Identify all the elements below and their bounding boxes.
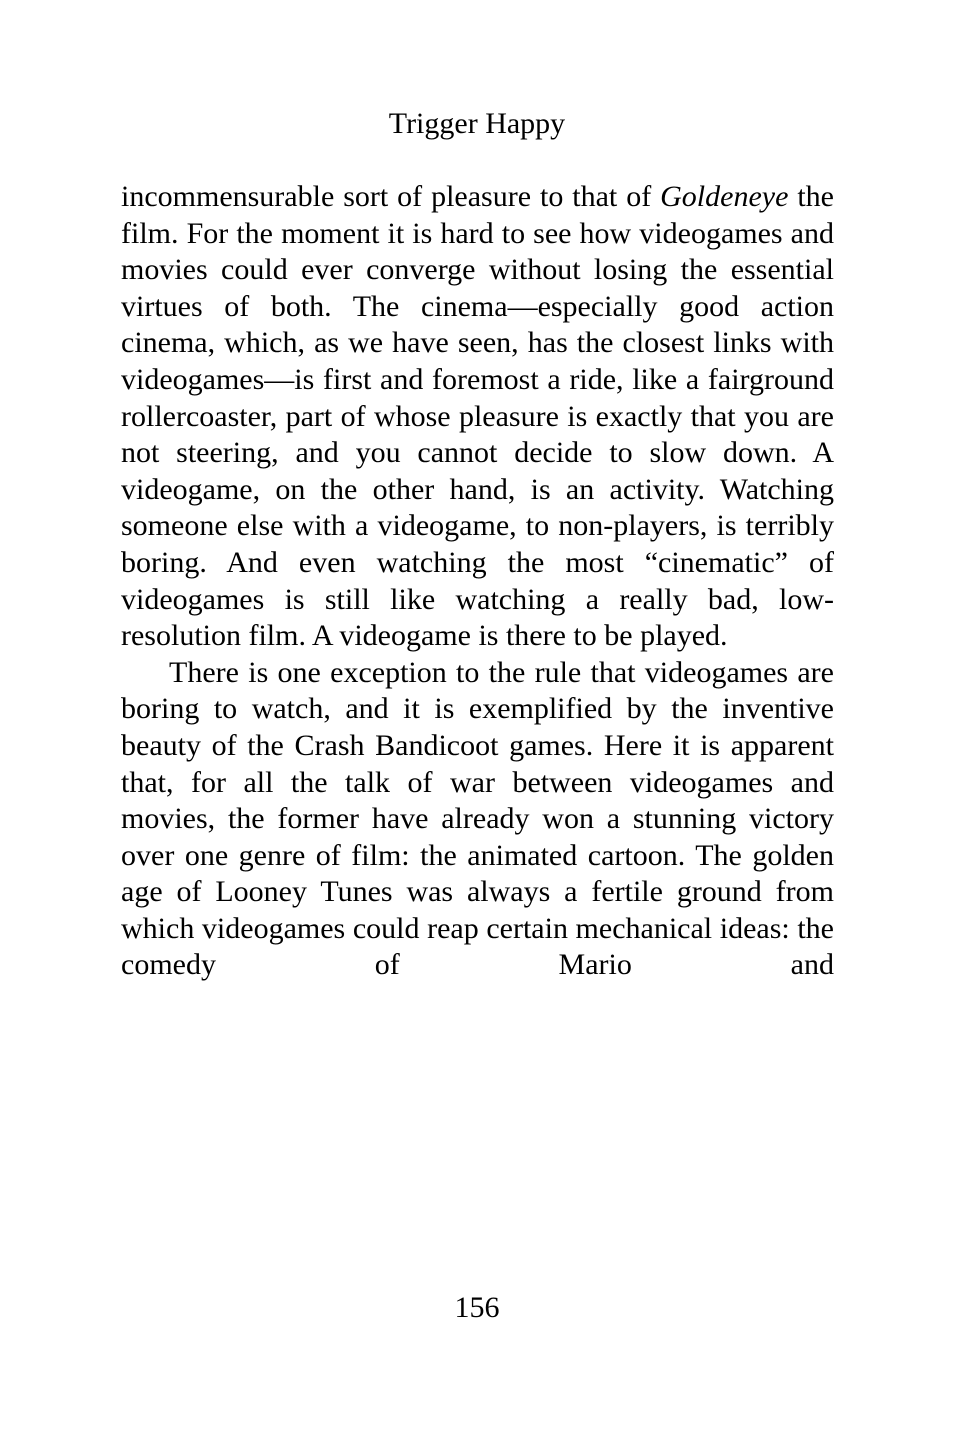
running-header: Trigger Happy xyxy=(388,107,566,140)
paragraph-text: the film. For the moment it is hard to see how videogames and movies could ever converge without losing the essential virtues of both. The cinema—especially good action cinema, which, as we have seen, has the closest links with videogames—is first and foremost a ride, like a fairground rollercoaster, part of whose pleasure is exactly that you are not steering, and you cannot decide to slow down. A videogame, on the other hand, is an activity. Watching someone else with a videogame, to non-players, is terribly boring. And even watching the most “cinematic” of videogames is still like watching a really bad, low-resolution film. A videogame is there to be played. xyxy=(121,180,835,653)
italic-film-title: Goldeneye xyxy=(660,180,789,213)
page-number: 156 xyxy=(454,1291,500,1324)
body-text xyxy=(121,179,834,984)
paragraph: There is one exception to the rule that videogames are boring to watch, and it is exemplified by the inventive beauty of the Crash Bandicoot games. Here it is apparent that, for all the talk of war between videogames and movies, the former have already won a stunning victory over one genre of film: the animated cartoon. The golden age of Looney Tunes was always a fertile ground from which videogames could reap certain mechanical ideas: the comedy of Mario and xyxy=(121,655,834,982)
paragraph xyxy=(121,179,834,655)
paragraph-text: incommensurable sort of pleasure to that of xyxy=(121,180,661,213)
